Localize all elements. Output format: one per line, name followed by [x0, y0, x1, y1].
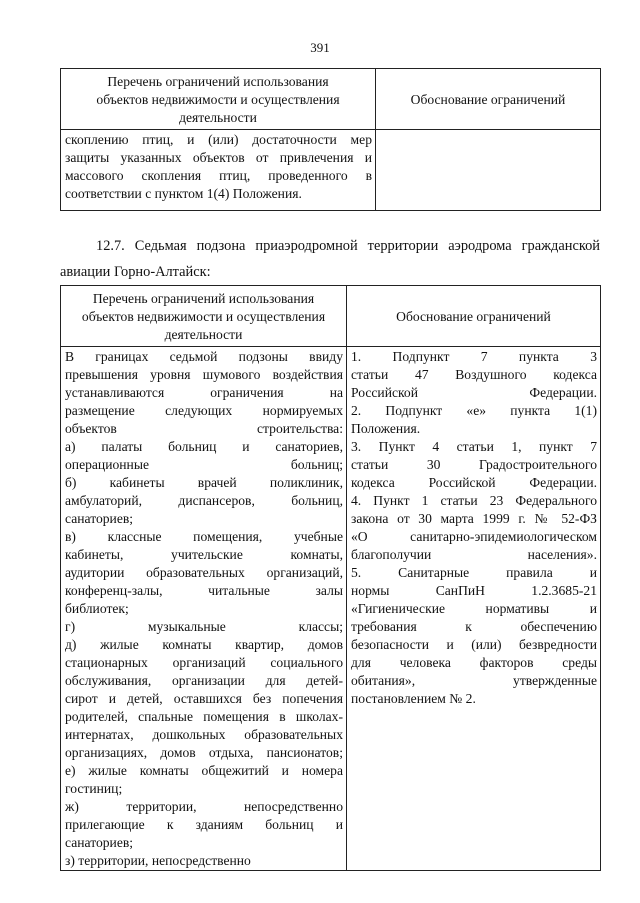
text-line: родителей, спальные помещения в школах- [65, 709, 343, 724]
text-line: массового скопления птиц, проведенного в [65, 168, 372, 183]
text-line: амбулаторий, диспансеров, больниц, [65, 493, 343, 508]
text-line: кабинеты, учительские комнаты, [65, 547, 343, 562]
text-line: прилегающие к зданиям больниц и [65, 817, 343, 832]
text-line: 5. Санитарные правила и [351, 565, 597, 580]
restrictions-cell [61, 130, 376, 211]
text-line: обитания», утвержденные [351, 673, 597, 688]
text-line: г) музыкальные классы; [65, 619, 343, 634]
text-line: библиотек; [65, 601, 129, 616]
header-lines [61, 69, 375, 129]
justification-cell [376, 130, 601, 211]
table-header-row [61, 69, 601, 130]
text-line: сирот и детей, оставшихся без попечения [65, 691, 343, 706]
text-line: скоплению птиц, и (или) достаточности мер [65, 132, 372, 147]
text-line: постановлением № 2. [351, 691, 476, 706]
text-line: статьи 47 Воздушного кодекса [351, 367, 597, 382]
text-line: требования к обеспечению [351, 619, 597, 634]
restrictions-table-subzone-7 [60, 285, 601, 871]
header-line: объектов недвижимости и осуществления [81, 309, 326, 324]
text-line: д) жилые комнаты квартир, домов [65, 637, 343, 652]
text-line: гостиниц; [65, 781, 123, 796]
text-line: защиты указанных объектов от привлечения и [65, 150, 372, 165]
text-line: закона от 30 марта 1999 г. № 52-ФЗ [351, 511, 597, 526]
text-line: 4. Пункт 1 статьи 23 Федерального [351, 493, 597, 508]
text-line: интернатах, дошкольных образовательных [65, 727, 343, 742]
justification-text [347, 347, 600, 708]
header-justification-label: Обоснование ограничений [410, 92, 566, 107]
heading-line: 12.7. Седьмая подзона приаэродромной территории аэродрома гражданской [96, 238, 600, 254]
table-header-row [61, 286, 601, 347]
text-line: аудитории образовательных организаций, [65, 565, 343, 580]
text-line: а) палаты больниц и санаториев, [65, 439, 343, 454]
text-line: кодекса Российской Федерации. [351, 475, 597, 490]
text-line: з) территории, непосредственно [65, 853, 251, 868]
text-line: В границах седьмой подзоны ввиду [65, 349, 343, 364]
table-row [61, 347, 601, 871]
section-heading [60, 233, 600, 285]
justification-text [376, 130, 600, 131]
text-line: превышения уровня шумового воздействия [65, 367, 343, 382]
heading-line: авиации Горно-Алтайск: [60, 264, 211, 280]
header-cell-justification [347, 286, 601, 347]
header-line: объектов недвижимости и осуществления [96, 92, 340, 107]
restrictions-cell [61, 347, 347, 871]
text-line: 2. Подпункт «е» пункта 1(1) [351, 403, 597, 418]
table-row [61, 130, 601, 211]
text-line: б) кабинеты врачей поликлиник, [65, 475, 343, 490]
header-cell-justification [376, 69, 601, 130]
text-line: е) жилые комнаты общежитий и номера [65, 763, 343, 778]
header-line: деятельности [179, 110, 257, 125]
restrictions-table-continued [60, 68, 601, 211]
text-line: благополучии населения». [351, 547, 597, 562]
header-line: деятельности [164, 327, 243, 342]
header-line: Перечень ограничений использования [107, 74, 329, 89]
text-line: санаториев; [65, 511, 134, 526]
text-line: «Гигиенические нормативы и [351, 601, 597, 616]
text-line: в) классные помещения, учебные [65, 529, 343, 544]
text-line: нормы СанПиН 1.2.3685-21 [351, 583, 597, 598]
header-lines [61, 286, 346, 346]
text-line: размещение следующих нормируемых [65, 403, 343, 418]
restrictions-text [61, 130, 375, 203]
text-line: операционные больниц; [65, 457, 343, 472]
page-number: 391 [310, 40, 330, 55]
header-cell-restrictions [61, 69, 376, 130]
restrictions-text [61, 347, 346, 870]
text-line: организациях, домов отдыха, пансионатов; [65, 745, 343, 760]
text-line: 3. Пункт 4 статьи 1, пункт 7 [351, 439, 597, 454]
text-line: стационарных организаций социального [65, 655, 343, 670]
text-line: «О санитарно-эпидемиологическом [351, 529, 597, 544]
text-line: 1. Подпункт 7 пункта 3 [351, 349, 597, 364]
text-line: ж) территории, непосредственно [65, 799, 343, 814]
text-line: обслуживания, организации для детей- [65, 673, 343, 688]
text-line: устанавливаются ограничения на [65, 385, 343, 400]
text-line: санаториев; [65, 835, 134, 850]
header-justification-label: Обоснование ограничений [396, 309, 551, 324]
text-line: объектов строительства: [65, 421, 343, 436]
text-line: Российской Федерации. [351, 385, 597, 400]
text-line: статьи 30 Градостроительного [351, 457, 597, 472]
text-line: безопасности и (или) безвредности [351, 637, 597, 652]
header-cell-restrictions [61, 286, 347, 347]
header-line: Перечень ограничений использования [92, 291, 315, 306]
text-line: для человека факторов среды [351, 655, 597, 670]
text-line: соответствии с пунктом 1(4) Положения. [65, 186, 302, 201]
justification-cell [347, 347, 601, 871]
text-line: конференц-залы, читальные залы [65, 583, 343, 598]
text-line: Положения. [351, 421, 421, 436]
